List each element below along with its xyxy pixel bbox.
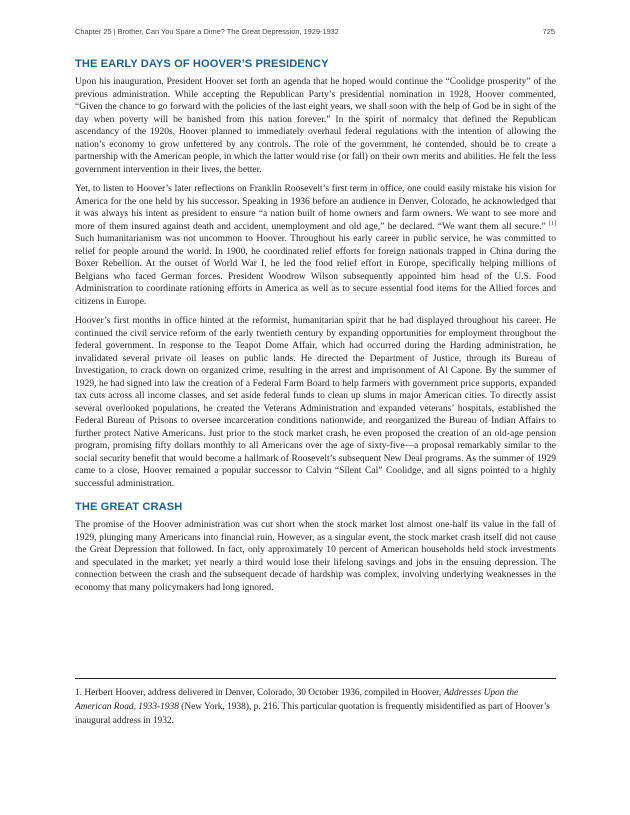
paragraph: [75, 183, 556, 308]
footnote-1: [75, 686, 556, 728]
footnote-book-title: Addresses Upon the American Road, 1933-1938: [75, 688, 519, 712]
section-heading-early-days: THE EARLY DAYS OF HOOVER’S PRESIDENCY: [75, 58, 329, 70]
footnote-divider: [75, 678, 556, 679]
footnote-text: 1. Herbert Hoover, address delivered in Denver, Colorado, 30 October 1936, compiled in Hoover,: [75, 688, 444, 698]
paragraph: Upon his inauguration, President Hoover set forth an agenda that he hoped would continue the “Coolidge prosperity” of the previous administration. While accepting the Republican Party’s presidential nomination in 1928, Hoover commented, “Given the chance to go forward with the policies of the last eight years, we shall soon with the help of God be in sight of the day when poverty will be banished from this nation forever.” In the spirit of normalcy that defined the Republican ascendancy of the 1920s, Hoover planned to immediately overhaul federal regulations with the intention of allowing the nation’s economy to grow unfettered by any controls. The role of the government, he contended, should be to create a partnership with the American people, in which the latter would rise (or fall) on their own merits and abilities. He felt the less government intervention in their lives, the better.: [75, 76, 556, 175]
footnotes: [75, 678, 556, 728]
running-header: [75, 27, 555, 36]
chapter-title: Chapter 25 | Brother, Can You Spare a Dime? The Great Depression, 1929-1932: [75, 27, 339, 36]
paragraph-text: Yet, to listen to Hoover’s later reflections on Franklin Roosevelt’s first term in office, one could easily mistake his vision for America for the one held by his successor. Speaking in 1936 before an audience in Denver, Colorado, he acknowledged that it was always his intent as president to ensure “a nation built of home owners and farm owners. We want to see more and more of them insured against death and accident, unemployment and old age,” he declared. “We want them all secure.”: [75, 183, 556, 232]
footnote-reference-link[interactable]: [1]: [549, 220, 557, 227]
paragraph: The promise of the Hoover administration was cut short when the stock market lost almost one-half its value in the fall of 1929, plunging many Americans into financial ruin. However, as a singular event, the stock market crash itself did not cause the Great Depression that followed. In fact, only approximately 10 percent of American households held stock investments and speculated in the market; yet nearly a third would lose their lifelong savings and jobs in the ensuing depression. The connection between the crash and the subsequent decade of hardship was complex, involving underlying weaknesses in the economy that many policymakers had long ignored.: [75, 519, 556, 593]
paragraph: Hoover’s first months in office hinted at the reformist, humanitarian spirit that he had displayed throughout his career. He continued the civil service reform of the early twentieth century by expanding opportunities for employment throughout the federal government. In response to the Teapot Dome Affair, which had occurred during the Harding administration, he invalidated several private oil leases on public lands. He directed the Department of Justice, through its Bureau of Investigation, to crack down on organized crime, resulting in the arrest and imprisonment of Al Capone. By the summer of 1929, he had signed into law the creation of a Federal Farm Board to help farmers with government price supports, expanded tax cuts across all income classes, and set aside federal funds to clean up slums in major American cities. To directly assist several overlooked populations, he created the Veterans Administration and expanded veterans’ hospitals, established the Federal Bureau of Prisons to oversee incarceration conditions nationwide, and reorganized the Bureau of Indian Affairs to further protect Native Americans. Just prior to the stock market crash, he even proposed the creation of an old-age pension program, promising fifty dollars monthly to all Americans over the age of sixty-five—a proposal remarkably similar to the social security benefit that would become a hallmark of Roosevelt’s subsequent New Deal programs. As the summer of 1929 came to a close, Hoover remained a popular successor to Calvin “Silent Cal” Coolidge, and all signs pointed to a highly successful administration.: [75, 315, 556, 489]
paragraph-text: Such humanitarianism was not uncommon to Hoover. Throughout his early career in public service, he was committed to relief for people around the world. In 1900, he coordinated relief efforts for foreign nationals trapped in China during the Boxer Rebellion. At the outset of World War I, he led the food relief effort in Europe, specifically helping millions of Belgians who faced German forces. President Woodrow Wilson subsequently appointed him head of the U.S. Food Administration to coordinate rationing efforts in America as well as to secure essential food items for the Allied forces and citizens in Europe.: [75, 233, 556, 307]
footnote-text: (New York, 1938), p. 216. This particular quotation is frequently misidentified as part of Hoover’s inaugural address in 1932.: [75, 702, 550, 726]
page-number: 725: [542, 27, 555, 36]
section-heading-great-crash: THE GREAT CRASH: [75, 501, 183, 513]
main-content: [75, 58, 556, 601]
